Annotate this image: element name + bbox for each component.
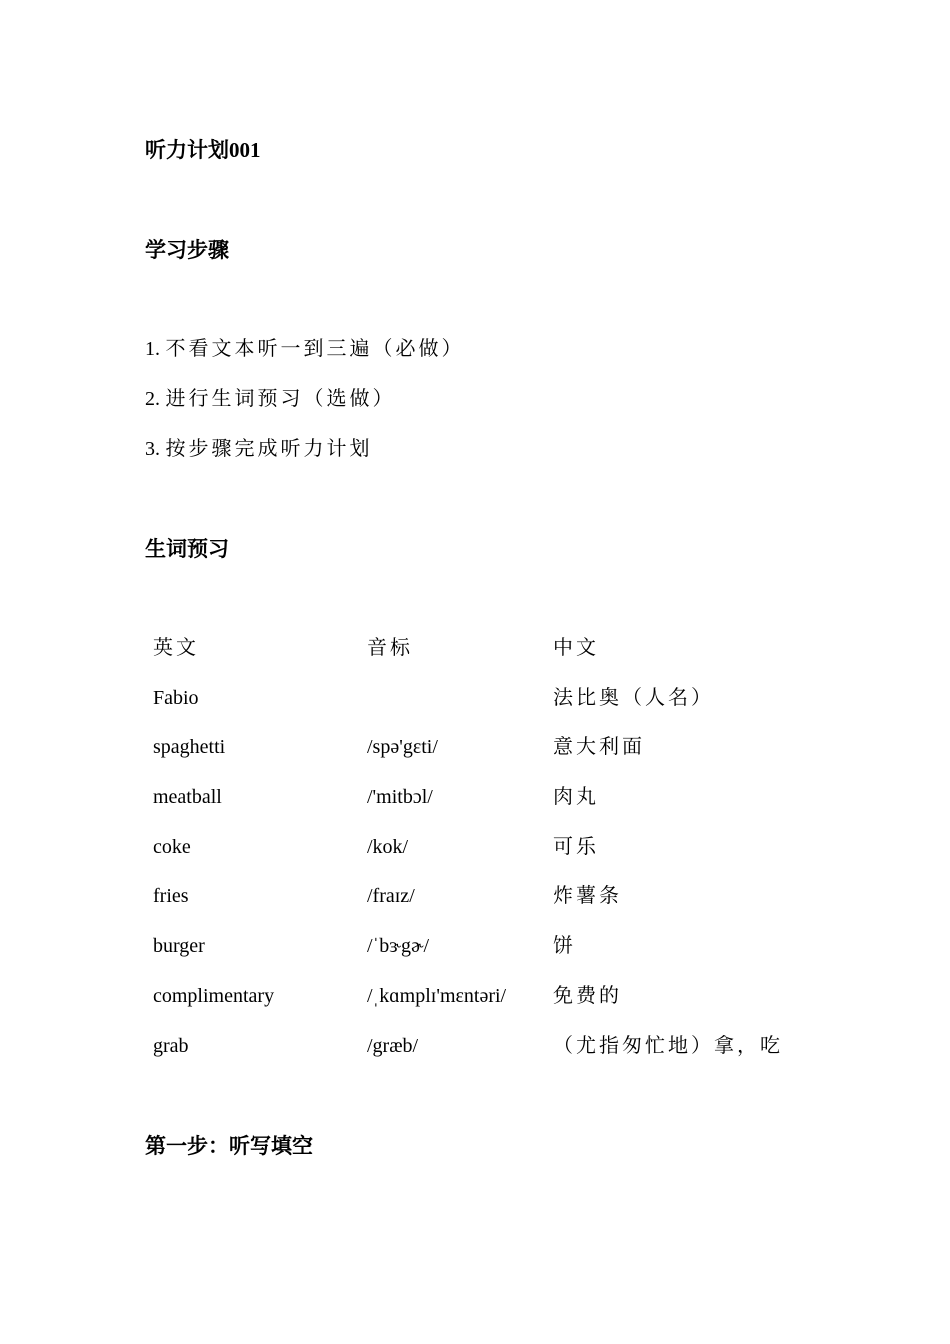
step-item <box>145 336 465 362</box>
vocab-english: meatball <box>153 786 222 809</box>
vocab-chinese: 意大利面 <box>553 736 645 759</box>
vocab-chinese: 免费的 <box>553 984 622 1007</box>
vocab-english: complimentary <box>153 984 275 1007</box>
vocab-phonetic: /fraɪz/ <box>367 885 415 908</box>
vocab-chinese: 肉丸 <box>553 786 599 809</box>
vocab-chinese: 可乐 <box>553 835 599 858</box>
vocab-row <box>153 833 813 883</box>
step-number: 3. <box>145 438 160 460</box>
vocab-row <box>153 684 813 734</box>
vocab-phonetic: /græb/ <box>367 1034 419 1057</box>
vocab-english: spaghetti <box>153 736 226 759</box>
header-english: 英文 <box>153 637 199 659</box>
page-title: 听力计划001 <box>145 138 261 162</box>
steps-heading: 学习步骤 <box>145 238 229 262</box>
vocab-chinese: 炸薯条 <box>553 885 622 908</box>
vocab-header-row <box>153 634 813 684</box>
step-item <box>145 386 396 412</box>
step-text: 不看文本听一到三遍（必做） <box>165 338 465 360</box>
vocab-phonetic: /spə'gɛti/ <box>367 736 438 759</box>
vocab-phonetic: /kok/ <box>367 835 409 858</box>
vocab-english: fries <box>153 885 189 908</box>
step-text: 按步骤完成听力计划 <box>165 438 373 460</box>
vocab-phonetic: /ˌkɑmplɪ'mɛntəri/ <box>367 984 507 1007</box>
header-phonetic: 音标 <box>367 637 413 659</box>
vocab-english: coke <box>153 835 191 858</box>
vocab-english: burger <box>153 935 205 958</box>
vocab-row <box>153 733 813 783</box>
vocab-chinese: 法比奥（人名） <box>553 686 714 709</box>
vocab-phonetic: /ˈbɝgɚ/ <box>367 935 430 958</box>
vocab-row <box>153 783 813 833</box>
vocab-chinese: （尤指匆忙地）拿，吃 <box>553 1034 783 1057</box>
vocab-row <box>153 982 813 1032</box>
vocab-chinese: 饼 <box>553 935 576 958</box>
step-text: 进行生词预习（选做） <box>165 388 396 410</box>
vocab-row <box>153 1032 813 1082</box>
vocab-english: grab <box>153 1034 189 1057</box>
step1-heading: 第一步：听写填空 <box>145 1134 313 1158</box>
vocab-heading: 生词预习 <box>145 537 229 561</box>
header-chinese: 中文 <box>553 637 599 659</box>
vocab-table <box>153 634 813 1081</box>
step-number: 2. <box>145 388 160 410</box>
step-item <box>145 436 373 462</box>
vocab-row <box>153 932 813 982</box>
vocab-english: Fabio <box>153 686 199 709</box>
step-number: 1. <box>145 338 160 360</box>
vocab-row <box>153 882 813 932</box>
vocab-phonetic: /'mitbɔl/ <box>367 786 433 809</box>
